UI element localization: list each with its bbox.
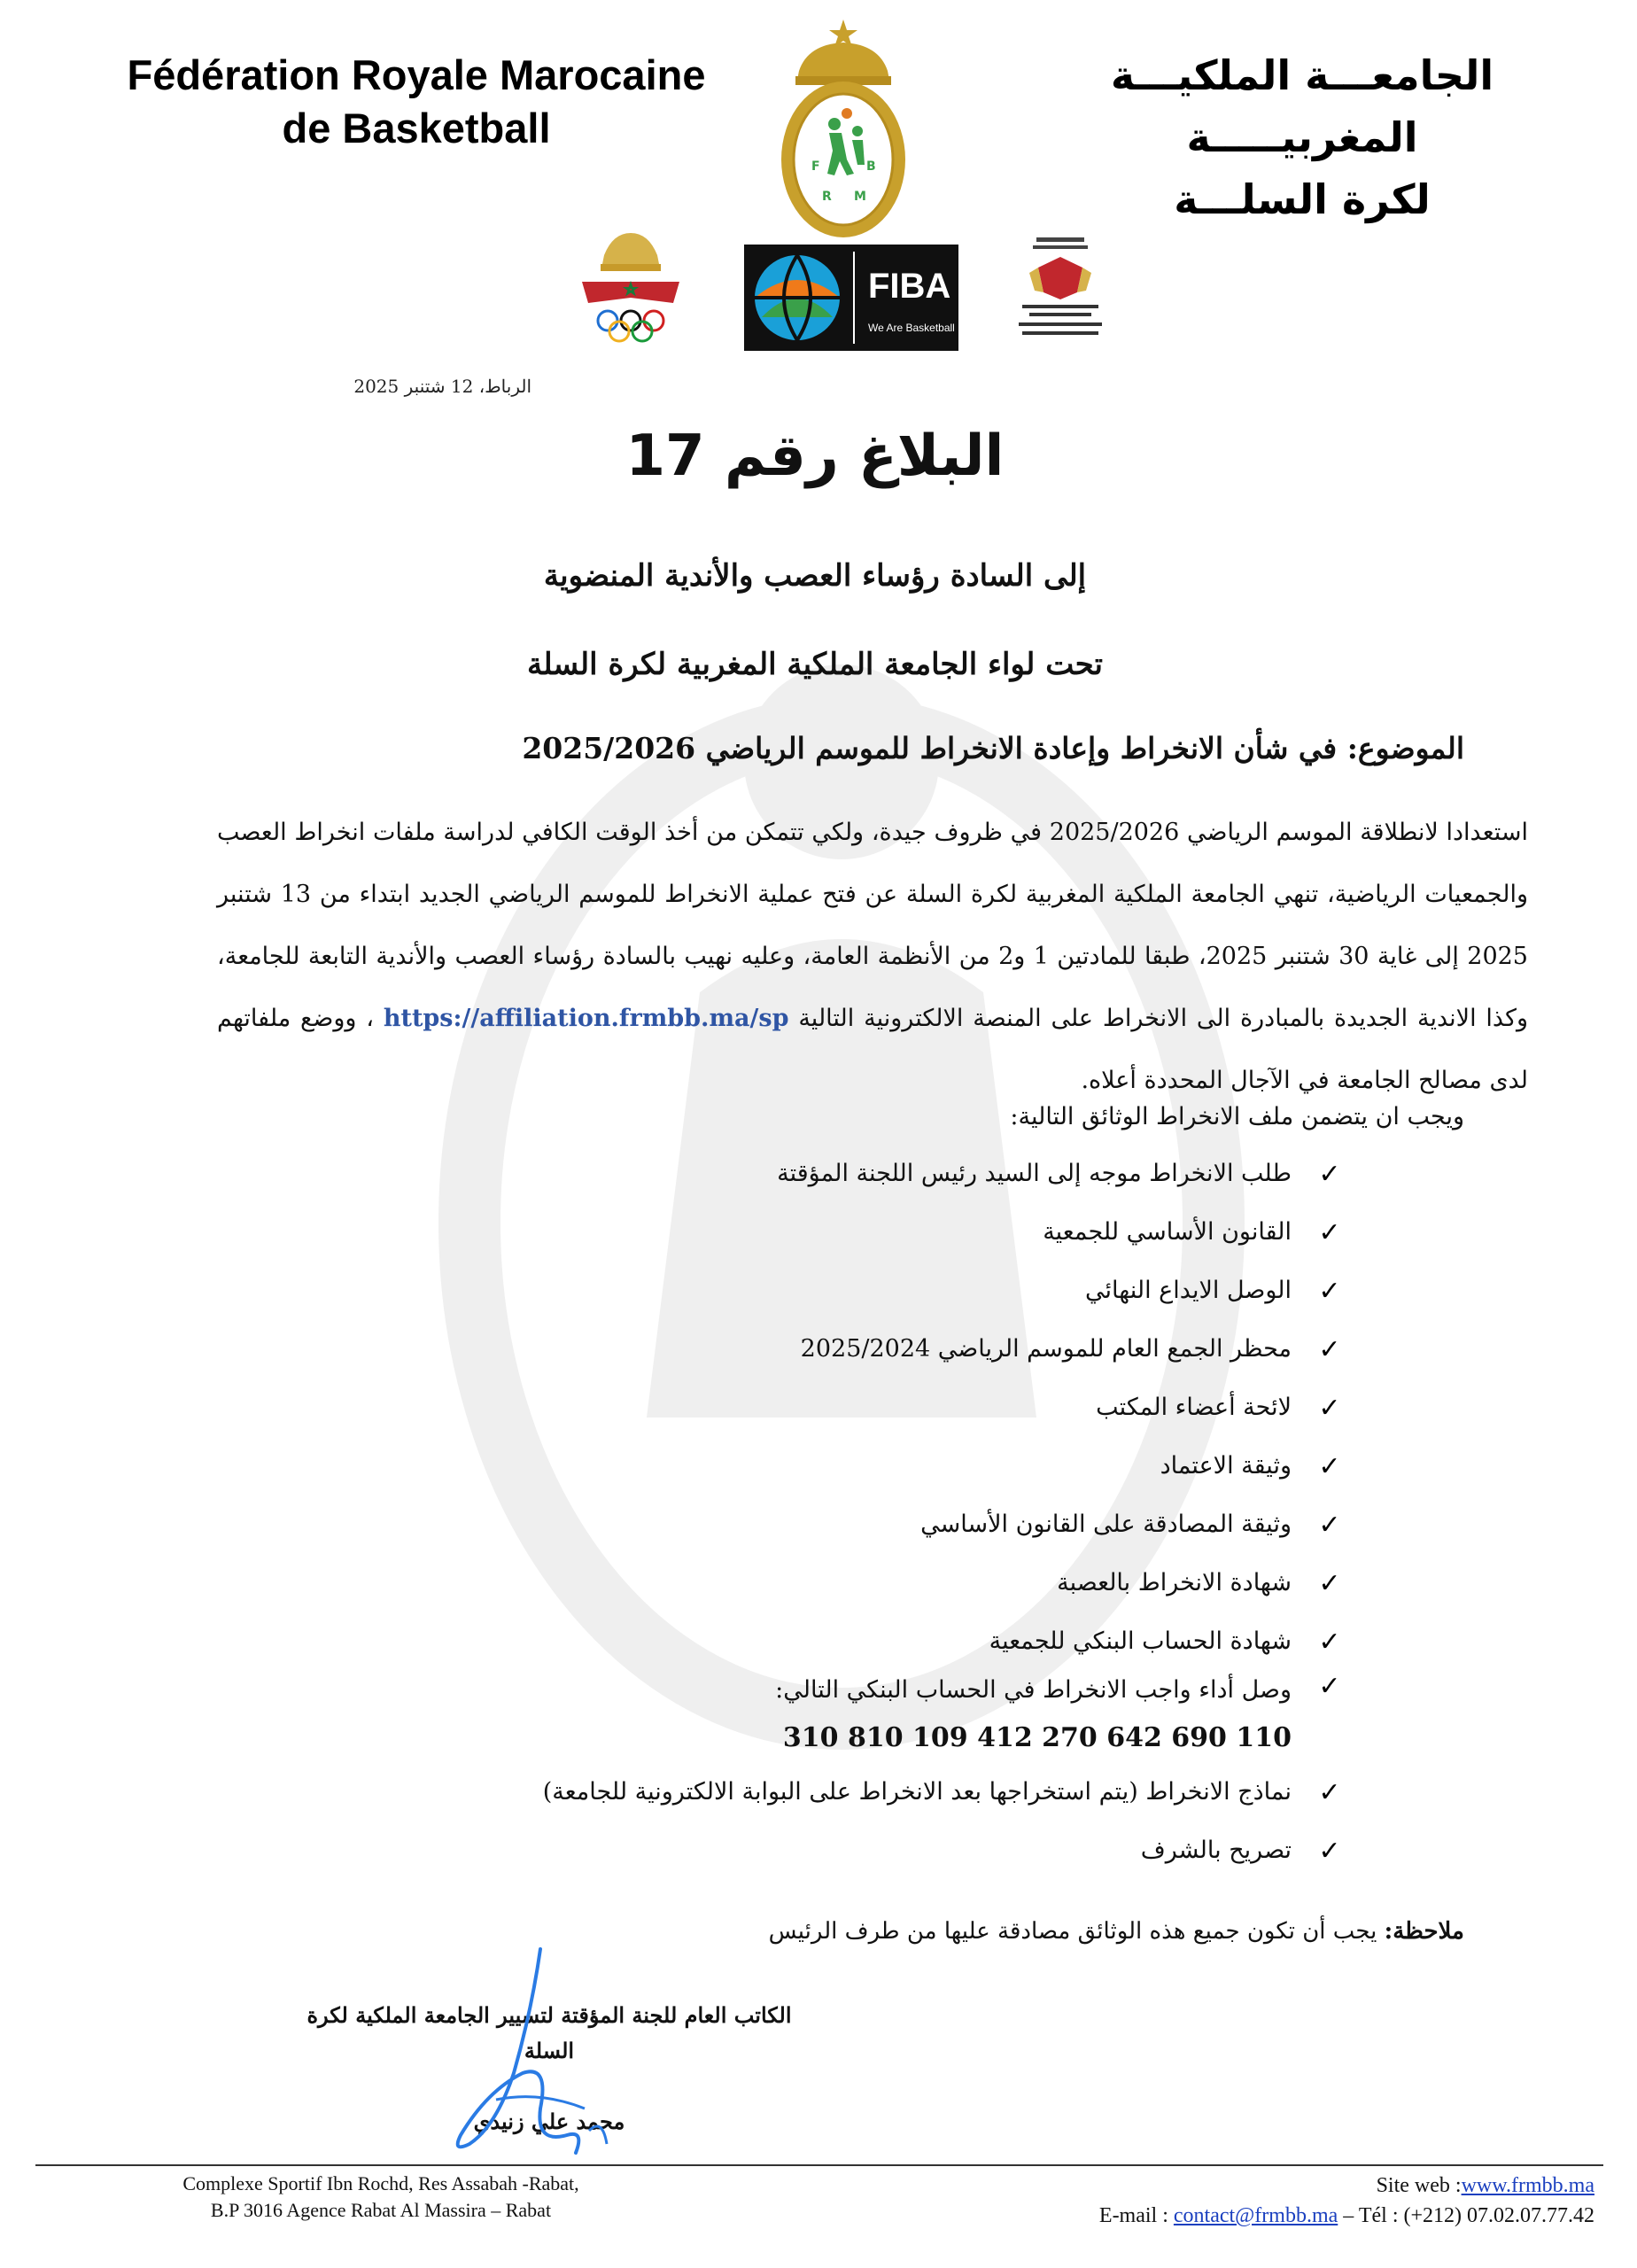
svg-text:R: R (822, 190, 832, 204)
body-text-part2: ، ووضع ملفاتهم لدى مصالح الجامعة في الآجال المحددة أعلاه. (217, 1005, 1528, 1094)
body-text-part1: استعدادا لانطلاقة الموسم الرياضي 2025/2026 في ظروف جيدة، ولكي تتمكن من أخذ الوقت الكافي لدراسة ملفات انخراط العصب والجمعيات الرياضية، تنهي الجامعة الملكية المغربية لكرة السلة عن فتح عملية الانخراط للموسم الرياضي الجديد ابتداء من 13 شتنبر 2025 إلى غاية 30 شتنبر 2025، طبقا للمادتين 1 و2 من الأنظمة العامة، وعليه نهيب بالسادة رؤساء العصب والأندية التابعة للجامعة، وكذا الاندية الجديدة بالمبادرة الى الانخراط على المنصة الالكترونية التالية (217, 819, 1528, 1032)
list-item: ✓ وصل أداء واجب الانخراط في الحساب البنكي التالي: 310 810 109 412 270 642 690 110 (282, 1671, 1345, 1763)
addressee-line-1: إلى السادة رؤساء العصب والأندية المنضوية (543, 558, 1087, 594)
website-link[interactable]: www.frmbb.ma (1461, 2174, 1594, 2197)
footer-contact (974, 2171, 1594, 2231)
list-item: ✓ القانون الأساسي للجمعية (282, 1203, 1345, 1262)
list-item: ✓ محظر الجمع العام للموسم الرياضي 2025/2024 (282, 1320, 1345, 1379)
svg-text:B: B (866, 159, 876, 174)
checkmark-icon: ✓ (1318, 1509, 1341, 1541)
ministry-logo (1003, 234, 1118, 349)
list-item: ✓ الوصل الايداع النهائي (282, 1262, 1345, 1320)
checkmark-icon: ✓ (1318, 1216, 1341, 1248)
email-link[interactable]: contact@frmbb.ma (1173, 2204, 1338, 2227)
signatory-name: محمد علي زنيدي (473, 2109, 625, 2134)
checkmark-icon: ✓ (1318, 1835, 1341, 1867)
list-item: ✓ شهادة الانخراط بالعصبة (282, 1554, 1345, 1612)
checkmark-icon: ✓ (1318, 1626, 1341, 1658)
list-item: ✓ وثيقة الاعتماد (282, 1437, 1345, 1495)
svg-text:M: M (854, 190, 866, 204)
svg-text:FIBA: FIBA (868, 267, 951, 306)
required-documents-list (282, 1145, 1345, 1880)
checkmark-icon: ✓ (1318, 1567, 1341, 1599)
list-item: ✓ شهادة الحساب البنكي للجمعية (282, 1612, 1345, 1671)
bank-account-number: 310 810 109 412 270 642 690 110 (782, 1722, 1292, 1753)
body-paragraph (217, 802, 1528, 1112)
phone-text: – Tél : (+212) 07.02.07.77.42 (1338, 2204, 1594, 2227)
frmb-logo (772, 18, 914, 239)
signatory-title: الكاتب العام للجنة المؤقتة لتسيير الجامعة الملكية لكرة السلة (306, 2002, 792, 2063)
svg-text:F: F (811, 159, 820, 174)
email-label: E-mail : (1098, 2204, 1174, 2227)
list-item: ✓ وثيقة المصادقة على القانون الأساسي (282, 1495, 1345, 1554)
fiba-logo (744, 245, 958, 351)
note-label: ملاحظة: (1384, 1918, 1464, 1945)
list-item: ✓ لائحة أعضاء المكتب (282, 1379, 1345, 1437)
olympic-committee-logo (578, 229, 684, 344)
checkmark-icon: ✓ (1318, 1275, 1341, 1307)
footer-address: Complexe Sportif Ibn Rochd, Res Assabah -Rabat, B.P 3016 Agence Rabat Al Massira – Rabat (182, 2172, 579, 2221)
list-item: ✓ طلب الانخراط موجه إلى السيد رئيس اللجنة المؤقتة (282, 1145, 1345, 1203)
svg-text:We Are Basketball: We Are Basketball (868, 322, 955, 334)
checkmark-icon: ✓ (1318, 1671, 1341, 1702)
footer-divider (35, 2164, 1603, 2166)
list-item: ✓ تصريح بالشرف (282, 1821, 1345, 1880)
communique-title: البلاغ رقم 17 (625, 423, 1005, 489)
subject-line: الموضوع: في شأن الانخراط وإعادة الانخراط للموسم الرياضي 2025/2026 (522, 731, 1464, 765)
document-date: الرباط، 12 شتنبر 2025 (353, 376, 531, 397)
checkmark-icon: ✓ (1318, 1776, 1341, 1808)
site-label: Site web : (1376, 2174, 1462, 2197)
checkmark-icon: ✓ (1318, 1392, 1341, 1424)
list-item: ✓ نماذج الانخراط (يتم استخراجها بعد الانخراط على البوابة الالكترونية للجامعة) (282, 1763, 1345, 1821)
checkmark-icon: ✓ (1318, 1158, 1341, 1190)
addressee-line-2: تحت لواء الجامعة الملكية المغربية لكرة السلة (526, 647, 1104, 682)
note-text: يجب أن تكون جميع هذه الوثائق مصادقة عليها من طرف الرئيس (768, 1918, 1377, 1945)
note (769, 1909, 1464, 1953)
checkmark-icon: ✓ (1318, 1450, 1341, 1482)
affiliation-link[interactable]: https://affiliation.frmbb.ma/sp (383, 1005, 789, 1032)
federation-name-fr: Fédération Royale Marocaine de Basketball (127, 51, 706, 151)
checkmark-icon: ✓ (1318, 1333, 1341, 1365)
documents-intro: ويجب ان يتضمن ملف الانخراط الوثائق التالية: (1010, 1103, 1464, 1130)
federation-name-ar: الجامعـــة الملكيـــة المغربيـــــة لكرة السلـــة (1110, 51, 1494, 223)
handwritten-signature (434, 1940, 664, 2171)
